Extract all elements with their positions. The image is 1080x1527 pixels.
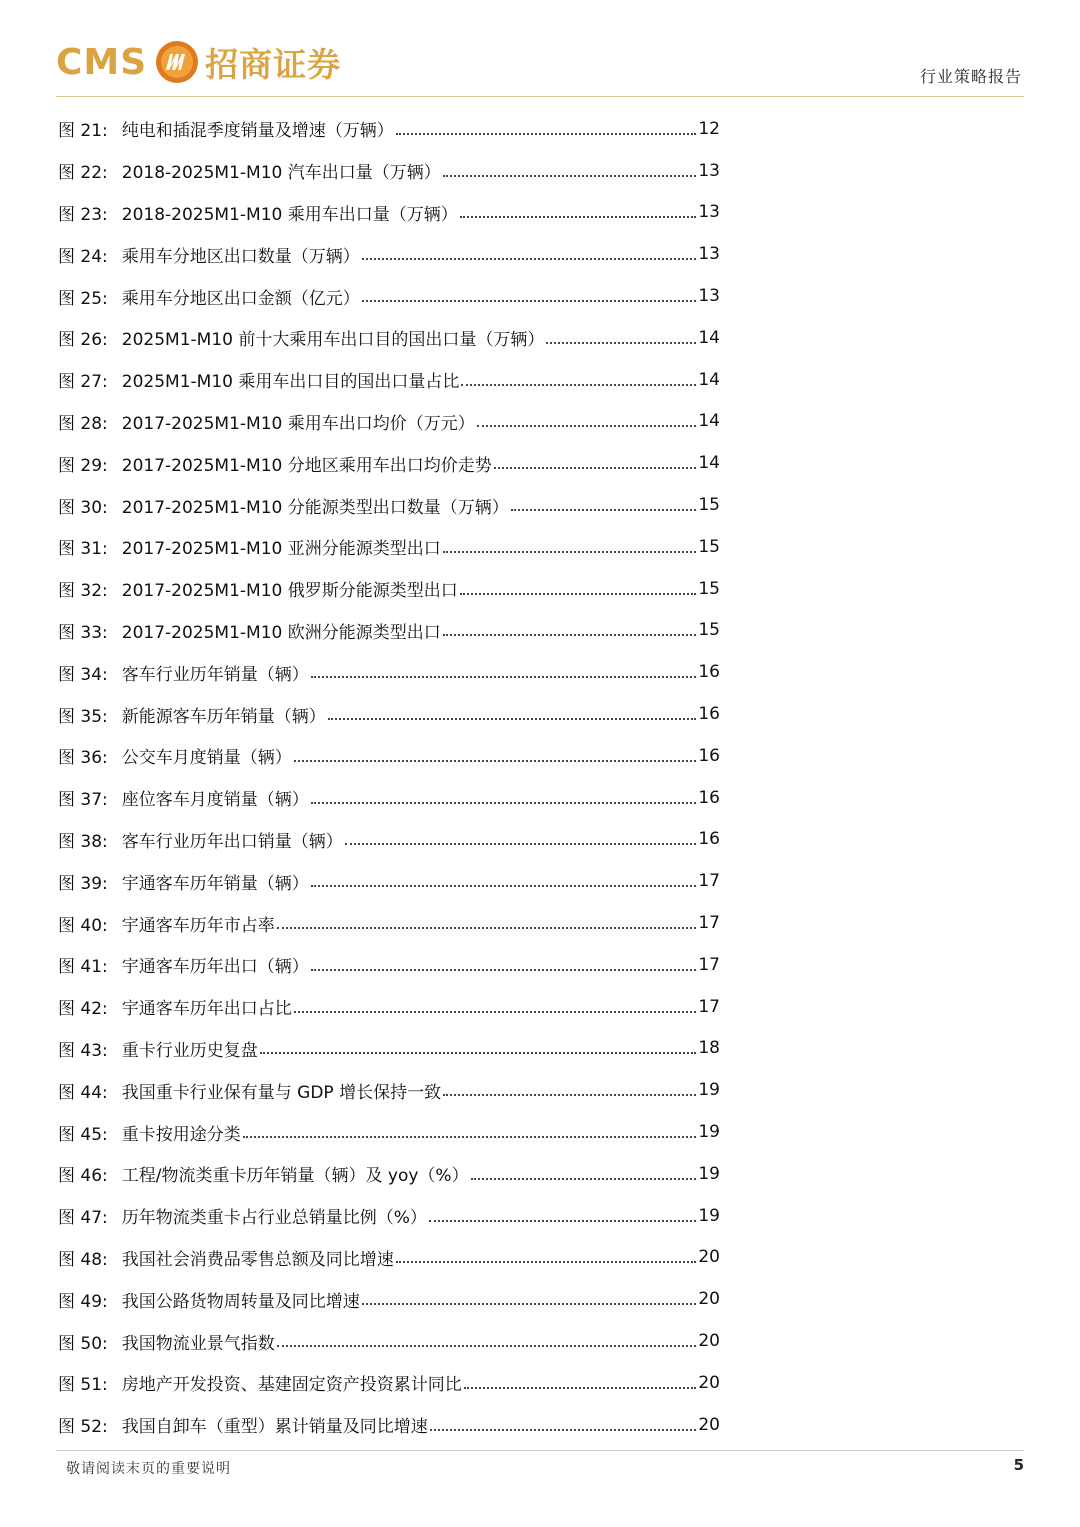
- toc-entry[interactable]: [58, 401, 720, 443]
- toc-entry[interactable]: [58, 1278, 720, 1320]
- toc-figure-title: 2018-2025M1-M10 汽车出口量（万辆）: [121, 163, 441, 184]
- toc-figure-number: 图 50:: [58, 1333, 108, 1354]
- toc-figure-number: 图 21:: [58, 121, 108, 142]
- toc-dot-leader: [460, 216, 696, 218]
- toc-page-number: 20: [698, 1331, 720, 1351]
- toc-entry[interactable]: [58, 944, 720, 986]
- toc-figure-number: 图 30:: [58, 497, 108, 518]
- toc-page-number: 16: [698, 787, 720, 808]
- toc-dot-leader: [443, 1094, 696, 1096]
- toc-figure-title: 公交车月度销量（辆）: [121, 748, 292, 769]
- toc-entry[interactable]: [58, 1404, 720, 1446]
- toc-page-number: 13: [698, 202, 720, 223]
- toc-figure-number: 图 28:: [58, 413, 108, 434]
- toc-figure-title: 乘用车分地区出口数量（万辆）: [121, 246, 360, 267]
- page-number: 5: [1013, 1456, 1024, 1474]
- toc-dot-leader: [362, 300, 696, 302]
- toc-dot-leader: [277, 927, 696, 929]
- toc-figure-number: 图 40:: [58, 915, 108, 936]
- toc-page-number: 16: [698, 704, 720, 725]
- toc-figure-title: 2017-2025M1-M10 分能源类型出口数量（万辆）: [121, 497, 509, 518]
- toc-dot-leader: [362, 258, 696, 260]
- toc-entry[interactable]: [58, 986, 720, 1028]
- toc-entry[interactable]: [58, 275, 720, 317]
- toc-figure-title: 2017-2025M1-M10 乘用车出口均价（万元）: [121, 413, 475, 434]
- toc-figure-title: 我国公路货物周转量及同比增速: [121, 1291, 360, 1312]
- toc-page-number: 14: [698, 369, 720, 390]
- footer-divider: [56, 1450, 1024, 1451]
- toc-entry[interactable]: [58, 1111, 720, 1153]
- toc-figure-number: 图 52:: [58, 1417, 108, 1438]
- toc-figure-title: 房地产开发投资、基建固定资产投资累计同比: [121, 1375, 462, 1396]
- footer-disclaimer-note: 敬请阅读末页的重要说明: [66, 1461, 231, 1477]
- toc-dot-leader: [260, 1052, 696, 1054]
- toc-dot-leader: [277, 1345, 696, 1347]
- toc-dot-leader: [443, 634, 696, 636]
- toc-dot-leader: [396, 133, 696, 135]
- toc-figure-number: 图 24:: [58, 246, 108, 267]
- toc-dot-leader: [546, 342, 696, 344]
- toc-page-number: 13: [698, 160, 720, 181]
- toc-page-number: 15: [698, 495, 720, 516]
- toc-dot-leader: [430, 1429, 696, 1431]
- toc-dot-leader: [362, 1303, 696, 1305]
- toc-entry[interactable]: [58, 1153, 720, 1195]
- toc-figure-title: 2025M1-M10 前十大乘用车出口目的国出口量（万辆）: [121, 330, 545, 351]
- toc-figure-title: 工程/物流类重卡历年销量（辆）及 yoy（%）: [121, 1166, 469, 1187]
- toc-figure-number: 图 29:: [58, 455, 108, 476]
- toc-page-number: 17: [698, 996, 720, 1017]
- toc-dot-leader: [311, 802, 696, 804]
- toc-figure-number: 图 45:: [58, 1124, 108, 1145]
- toc-figure-number: 图 44:: [58, 1082, 108, 1103]
- toc-page-number: 19: [698, 1163, 720, 1184]
- toc-dot-leader: [243, 1136, 696, 1138]
- toc-dot-leader: [311, 676, 696, 678]
- toc-figure-title: 2017-2025M1-M10 俄罗斯分能源类型出口: [121, 581, 458, 602]
- toc-dot-leader: [511, 509, 696, 511]
- toc-entry[interactable]: [58, 819, 720, 861]
- toc-page-number: 14: [698, 453, 720, 474]
- toc-entry[interactable]: [58, 610, 720, 652]
- toc-figure-number: 图 37:: [58, 790, 108, 811]
- toc-dot-leader: [311, 885, 696, 887]
- toc-page-number: 16: [698, 745, 720, 766]
- toc-page-number: 16: [698, 662, 720, 683]
- toc-figure-title: 我国社会消费品零售总额及同比增速: [121, 1249, 394, 1270]
- toc-page-number: 19: [698, 1205, 720, 1226]
- toc-figure-number: 图 43:: [58, 1040, 108, 1061]
- toc-page-number: 17: [698, 913, 720, 934]
- toc-entry[interactable]: [58, 526, 720, 568]
- toc-page-number: 20: [698, 1414, 720, 1435]
- toc-dot-leader: [460, 593, 696, 595]
- header-divider: [56, 96, 1024, 97]
- toc-entry[interactable]: [58, 1028, 720, 1070]
- toc-page-number: 18: [698, 1038, 720, 1059]
- toc-entry[interactable]: [58, 1195, 720, 1237]
- toc-page-number: 15: [698, 578, 720, 599]
- toc-dot-leader: [494, 467, 696, 469]
- toc-figure-number: 图 48:: [58, 1249, 108, 1270]
- toc-page-number: 20: [698, 1289, 720, 1310]
- toc-entry[interactable]: [58, 860, 720, 902]
- toc-entry[interactable]: [58, 108, 720, 150]
- toc-entry[interactable]: [58, 484, 720, 526]
- toc-figure-title: 重卡行业历史复盘: [121, 1040, 258, 1061]
- toc-figure-number: 图 22:: [58, 163, 108, 184]
- toc-page-number: 20: [698, 1247, 720, 1268]
- toc-figure-title: 客车行业历年出口销量（辆）: [121, 831, 343, 852]
- toc-entry[interactable]: [58, 735, 720, 777]
- toc-page-number: 15: [698, 620, 720, 641]
- toc-figure-number: 图 32:: [58, 581, 108, 602]
- toc-figure-title: 宇通客车历年出口占比: [121, 999, 292, 1020]
- toc-page-number: 13: [698, 244, 720, 265]
- toc-entry[interactable]: [58, 1237, 720, 1279]
- toc-figure-title: 我国物流业景气指数: [121, 1333, 275, 1354]
- toc-figure-title: 重卡按用途分类: [121, 1124, 241, 1145]
- toc-entry[interactable]: [58, 1320, 720, 1362]
- figure-table-of-contents: [58, 108, 720, 1446]
- toc-figure-number: 图 36:: [58, 748, 108, 769]
- report-type-label: 行业策略报告: [919, 67, 1022, 86]
- toc-figure-number: 图 49:: [58, 1291, 108, 1312]
- toc-figure-number: 图 51:: [58, 1375, 108, 1396]
- toc-figure-number: 图 33:: [58, 622, 108, 643]
- toc-figure-number: 图 35:: [58, 706, 108, 727]
- company-logo: [56, 36, 341, 88]
- toc-page-number: 13: [698, 286, 720, 307]
- toc-figure-title: 我国自卸车（重型）累计销量及同比增速: [121, 1417, 428, 1438]
- toc-page-number: 20: [698, 1372, 720, 1393]
- logo-emblem-icon: [155, 40, 199, 84]
- toc-figure-title: 乘用车分地区出口金额（亿元）: [121, 288, 360, 309]
- toc-figure-title: 座位客车月度销量（辆）: [121, 790, 309, 811]
- toc-entry[interactable]: [58, 1069, 720, 1111]
- toc-dot-leader: [471, 1178, 696, 1180]
- toc-entry[interactable]: [58, 651, 720, 693]
- toc-figure-title: 2018-2025M1-M10 乘用车出口量（万辆）: [121, 204, 458, 225]
- toc-dot-leader: [328, 718, 696, 720]
- toc-entry[interactable]: [58, 777, 720, 819]
- toc-dot-leader: [396, 1261, 696, 1263]
- toc-figure-number: 图 41:: [58, 957, 108, 978]
- toc-entry[interactable]: [58, 902, 720, 944]
- toc-figure-number: 图 42:: [58, 999, 108, 1020]
- toc-dot-leader: [443, 175, 696, 177]
- toc-page-number: 14: [698, 327, 720, 348]
- toc-figure-number: 图 26:: [58, 330, 108, 351]
- toc-figure-title: 宇通客车历年出口（辆）: [121, 957, 309, 978]
- toc-page-number: 17: [698, 954, 720, 975]
- toc-page-number: 17: [698, 871, 720, 892]
- toc-entry[interactable]: [58, 1362, 720, 1404]
- logo-text-cn: 招商证券: [205, 44, 342, 84]
- logo-text-en: CMS: [56, 41, 148, 83]
- toc-page-number: 12: [698, 118, 720, 139]
- toc-figure-title: 2017-2025M1-M10 亚洲分能源类型出口: [121, 539, 441, 560]
- toc-dot-leader: [294, 1011, 696, 1013]
- toc-dot-leader: [443, 551, 696, 553]
- toc-figure-number: 图 38:: [58, 831, 108, 852]
- toc-page-number: 19: [698, 1122, 720, 1143]
- toc-entry[interactable]: [58, 192, 720, 234]
- toc-figure-title: 2017-2025M1-M10 分地区乘用车出口均价走势: [121, 455, 492, 476]
- toc-figure-title: 宇通客车历年市占率: [121, 915, 275, 936]
- toc-dot-leader: [477, 425, 696, 427]
- toc-figure-number: 图 47:: [58, 1208, 108, 1229]
- toc-figure-title: 宇通客车历年销量（辆）: [121, 873, 309, 894]
- toc-entry[interactable]: [58, 359, 720, 401]
- toc-figure-title: 历年物流类重卡占行业总销量比例（%）: [121, 1208, 427, 1229]
- toc-figure-number: 图 39:: [58, 873, 108, 894]
- toc-entry[interactable]: [58, 568, 720, 610]
- toc-dot-leader: [294, 760, 696, 762]
- toc-figure-number: 图 34:: [58, 664, 108, 685]
- toc-page-number: 16: [698, 829, 720, 850]
- page-header: [0, 0, 1080, 100]
- toc-entry[interactable]: [58, 693, 720, 735]
- toc-dot-leader: [461, 384, 696, 386]
- toc-page-number: 19: [698, 1080, 720, 1101]
- toc-entry[interactable]: [58, 442, 720, 484]
- toc-figure-title: 2017-2025M1-M10 欧洲分能源类型出口: [121, 622, 441, 643]
- toc-dot-leader: [429, 1220, 696, 1222]
- toc-figure-title: 客车行业历年销量（辆）: [121, 664, 309, 685]
- toc-figure-title: 纯电和插混季度销量及增速（万辆）: [121, 121, 394, 142]
- toc-figure-number: 图 23:: [58, 204, 108, 225]
- toc-entry[interactable]: [58, 233, 720, 275]
- toc-figure-number: 图 25:: [58, 288, 108, 309]
- toc-figure-number: 图 46:: [58, 1166, 108, 1187]
- toc-dot-leader: [345, 843, 696, 845]
- toc-page-number: 15: [698, 536, 720, 557]
- toc-figure-title: 2025M1-M10 乘用车出口目的国出口量占比: [121, 372, 460, 393]
- toc-page-number: 14: [698, 411, 720, 432]
- toc-dot-leader: [464, 1387, 696, 1389]
- toc-figure-number: 图 31:: [58, 539, 108, 560]
- toc-figure-title: 我国重卡行业保有量与 GDP 增长保持一致: [121, 1082, 442, 1103]
- toc-figure-number: 图 27:: [58, 372, 108, 393]
- toc-entry[interactable]: [58, 150, 720, 192]
- toc-figure-title: 新能源客车历年销量（辆）: [121, 706, 326, 727]
- toc-dot-leader: [311, 969, 696, 971]
- toc-entry[interactable]: [58, 317, 720, 359]
